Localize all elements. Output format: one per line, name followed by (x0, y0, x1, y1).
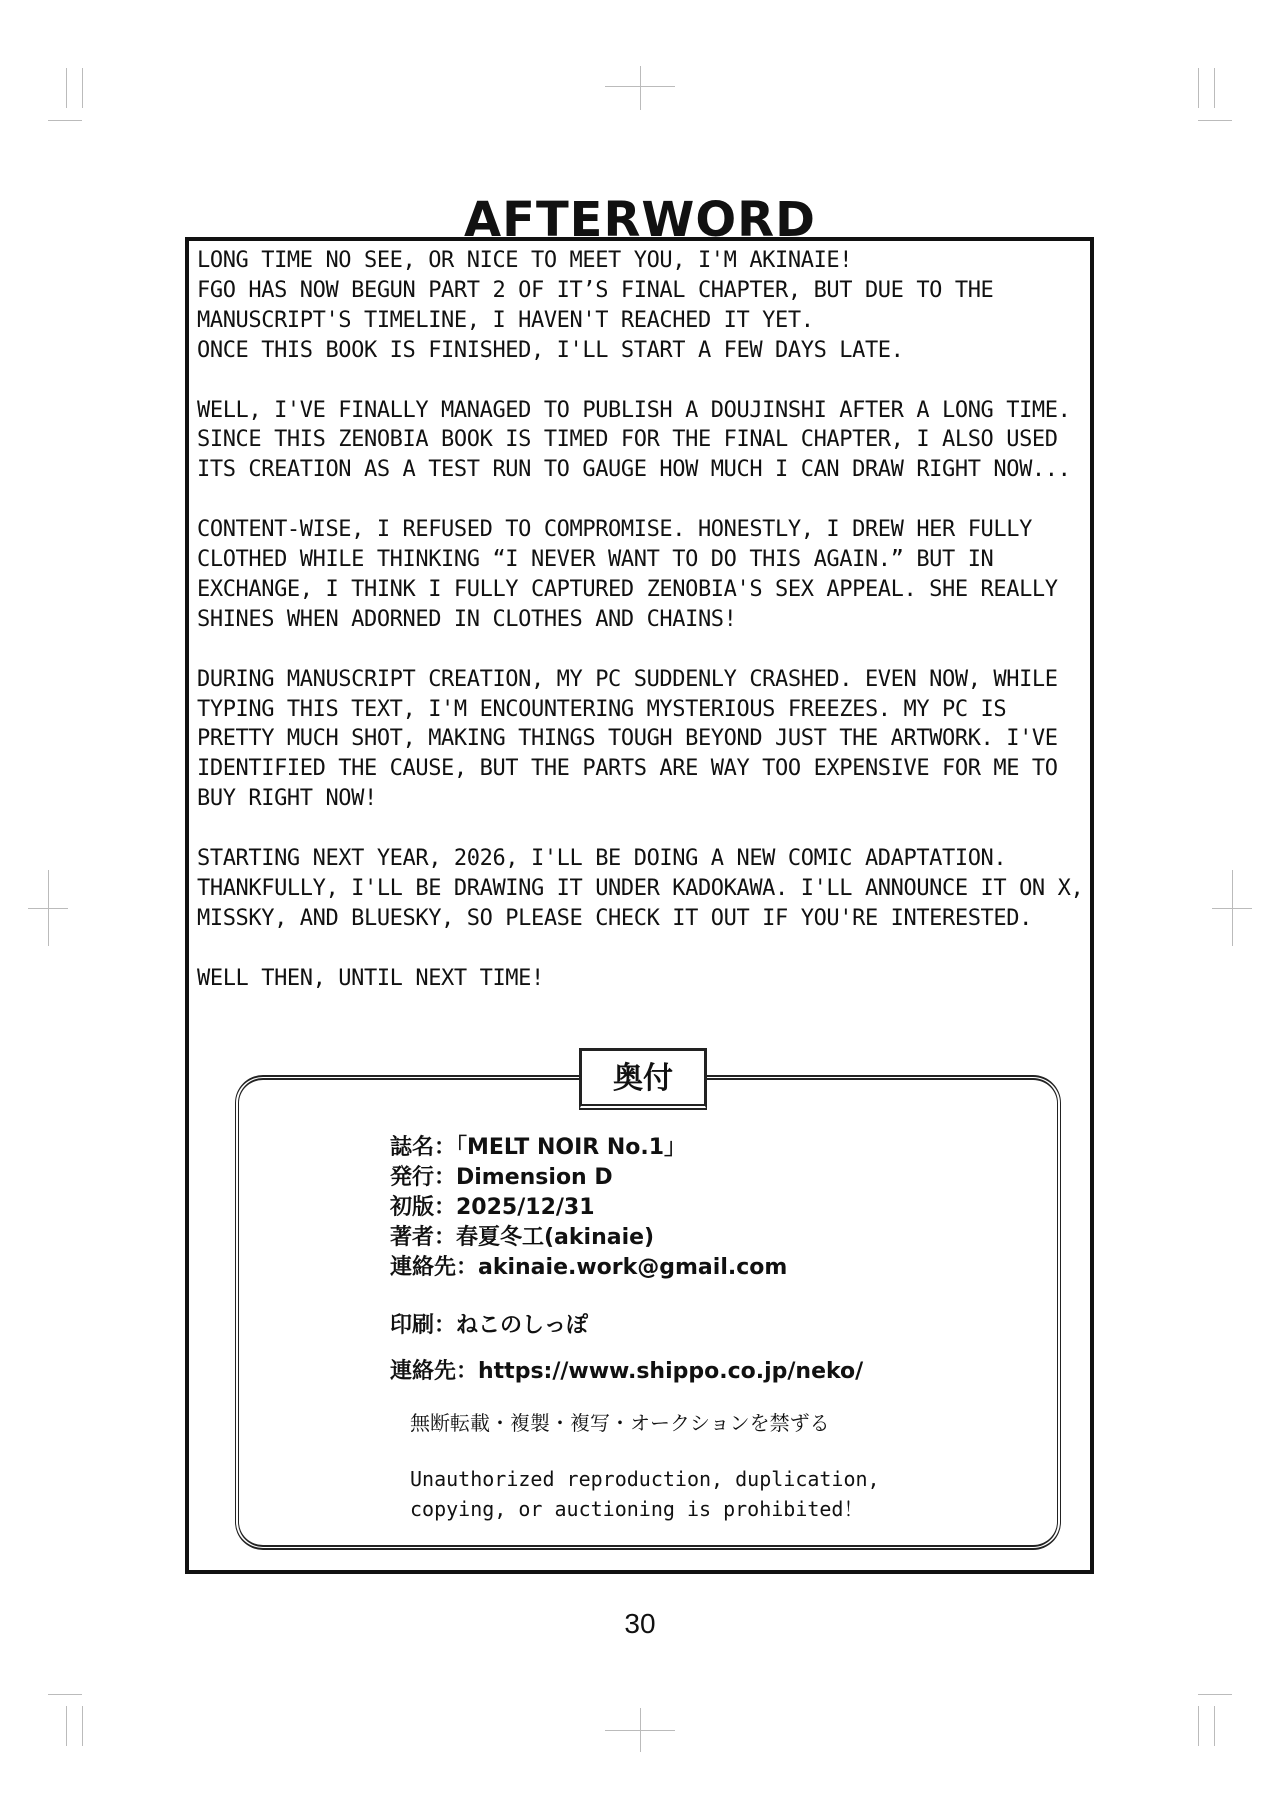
colophon-label: 奥付 (579, 1048, 707, 1110)
page-title: AFTERWORD (464, 192, 816, 248)
crop-mark (1214, 68, 1215, 108)
paragraph: CONTENT-WISE, I REFUSED TO COMPROMISE. HONESTLY, I DREW HER FULLY CLOTHED WHILE THINKING “I NEVER WANT TO DO THIS AGAIN.” BUT IN EXCHANGE, I THINK I FULLY CAPTURED ZENOBIA'S SEX APPEAL. SHE REALLY SHINES WHEN ADORNED IN CLOTHES AND CHAINS! (197, 517, 1058, 632)
afterword-body (197, 246, 1087, 1023)
crop-mark (640, 1708, 641, 1752)
crop-mark (1198, 120, 1232, 121)
crop-mark (82, 68, 83, 108)
colophon-contact: 連絡先：akinaie.work@gmail.com (390, 1255, 788, 1280)
crop-mark (1198, 68, 1199, 108)
crop-mark (1198, 1706, 1199, 1746)
crop-mark (640, 66, 641, 110)
paragraph: LONG TIME NO SEE, OR NICE TO MEET YOU, I'M AKINAIE! FGO HAS NOW BEGUN PART 2 OF IT’S FINAL CHAPTER, BUT DUE TO THE MANUSCRIPT'S TIMELINE, I HAVEN'T REACHED IT YET. ONCE THIS BOOK IS FINISHED, I'LL START A FEW DAYS LATE. (197, 248, 994, 363)
crop-mark (48, 120, 82, 121)
crop-mark (66, 1706, 67, 1746)
colophon-printer-contact: 連絡先：https://www.shippo.co.jp/neko/ (390, 1359, 864, 1384)
crop-mark (48, 870, 49, 946)
crop-mark (48, 1694, 82, 1695)
colophon-title: 誌名：「MELT NOIR No.1」 (390, 1135, 687, 1160)
notice-en-2: copying, or auctioning is prohibited！ (410, 1497, 864, 1521)
colophon-publisher: 発行：Dimension D (390, 1165, 613, 1190)
paragraph: STARTING NEXT YEAR, 2026, I'LL BE DOING A NEW COMIC ADAPTATION. THANKFULLY, I'LL BE DRAWING IT UNDER KADOKAWA. I'LL ANNOUNCE IT ON X, MISSKY, AND BLUESKY, SO PLEASE CHECK IT OUT IF YOU'RE INTERESTED. (197, 846, 1084, 931)
crop-mark (82, 1706, 83, 1746)
colophon-author: 著者：春夏冬工(akinaie) (390, 1225, 655, 1250)
colophon-printer: 印刷：ねこのしっぽ (390, 1313, 589, 1338)
paragraph: WELL THEN, UNTIL NEXT TIME! (197, 965, 544, 991)
crop-mark (1198, 1694, 1232, 1695)
page-number: 30 (624, 1608, 656, 1639)
notice-en-1: Unauthorized reproduction, duplication, (410, 1467, 880, 1491)
notice-jp: 無断転載・複製・複写・オークションを禁ずる (410, 1411, 830, 1435)
paragraph: DURING MANUSCRIPT CREATION, MY PC SUDDENLY CRASHED. EVEN NOW, WHILE TYPING THIS TEXT, I'M ENCOUNTERING MYSTERIOUS FREEZES. MY PC IS PRETTY MUCH SHOT, MAKING THINGS TOUGH BEYOND JUST THE ARTWORK. I'VE IDENTIFIED THE CAUSE, BUT THE PARTS ARE WAY TOO EXPENSIVE FOR ME TO BUY RIGHT NOW! (197, 666, 1058, 812)
crop-mark (66, 68, 67, 108)
paragraph: WELL, I'VE FINALLY MANAGED TO PUBLISH A DOUJINSHI AFTER A LONG TIME. SINCE THIS ZENOBIA BOOK IS TIMED FOR THE FINAL CHAPTER, I ALSO USED ITS CREATION AS A TEST RUN TO GAUGE HOW MUCH I CAN DRAW RIGHT NOW... (197, 397, 1071, 483)
crop-mark (1214, 1706, 1215, 1746)
colophon-date: 初版：2025/12/31 (390, 1195, 595, 1220)
crop-mark (1232, 870, 1233, 946)
